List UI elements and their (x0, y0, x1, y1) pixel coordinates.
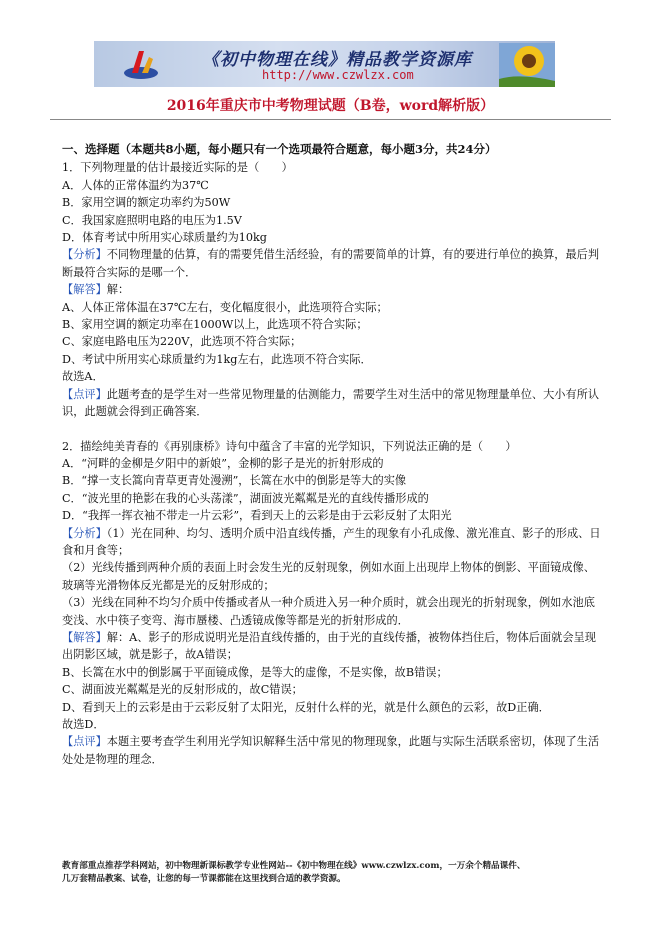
q1-answer-line: B、家用空调的额定功率在1000W以上，此选项不符合实际； (62, 318, 368, 332)
question-2-stem: 2．描绘纯美青春的《再别康桥》诗句中蕴含了丰富的光学知识，下列说法正确的是（ ） (62, 439, 517, 453)
q1-answer-lead: 解： (106, 283, 130, 297)
document-title: 2016年重庆市中考物理试题（B卷，word解析版） (166, 98, 495, 114)
banner-url[interactable]: http://www.czwlzx.com (262, 68, 414, 82)
banner-title: 《初中物理在线》精品教学资源库 (202, 50, 472, 70)
q1-analysis-text: 不同物理量的估算，有的需要凭借生活经验，有的需要简单的计算，有的要进行单位的换算，最后判断最符合实际的是哪一个． (62, 248, 600, 279)
q2-analysis-text: （1）光在同种、均匀、透明介质中沿直线传播，产生的现象有小孔成像、激光准直、影子的形成、日食和月食等； (62, 526, 601, 557)
question-1-stem: 1．下列物理量的估计最接近实际的是（ ） (62, 161, 293, 175)
q1-answer-choice: 故选A． (62, 370, 104, 384)
q2-analysis-2: （2）光线传播到两种介质的表面上时会发生光的反射现象，例如水面上出现岸上物体的倒影、平面镜成像、玻璃等光滑物体反光都是光的反射形成的； (62, 561, 595, 592)
q2-option-c: C．“波光里的艳影在我的心头荡漾”，湖面波光粼粼是光的直线传播形成的 (62, 491, 429, 505)
analysis-tag: 【分析】 (62, 526, 107, 540)
q2-answer-1 (62, 629, 602, 664)
q1-answer-line: C、家庭电路电压为220V，此选项不符合实际； (62, 335, 302, 349)
comment-tag: 【点评】 (62, 735, 107, 749)
answer-tag: 【解答】 (62, 283, 107, 297)
q2-answer-line: D、看到天上的云彩是由于云彩反射了太阳光，反射什么样的光，就是什么颜色的云彩，故D正确． (62, 700, 550, 714)
q2-option-b: B．“撑一支长篙向青草更青处漫溯”，长篙在水中的倒影是等大的实像 (62, 474, 407, 488)
q1-answer-line: D、考试中所用实心球质量约为1kg左右，此选项不符合实际． (62, 352, 372, 366)
question-gap (62, 421, 602, 438)
q1-comment (62, 386, 602, 421)
page-footer (62, 860, 602, 886)
q1-analysis (62, 246, 602, 281)
site-logo-icon (122, 47, 160, 81)
footer-line-2: 几万套精品教案、试卷，让您的每一节课都能在这里找到合适的教学资源。 (62, 874, 346, 884)
q1-option-d: D．体育考试中所用实心球质量约为10kg (62, 231, 267, 245)
title-divider (50, 119, 611, 120)
q2-answer-text: 解：A、影子的形成说明光是沿直线传播的，由于光的直线传播，被物体挡住后，物体后面就会呈现出阴影区域，就是影子，故A错误； (62, 630, 596, 662)
q2-answer-choice: 故选D． (62, 718, 105, 731)
q2-comment (62, 733, 602, 768)
q1-comment-text: 此题考查的是学生对一些常见物理量的估测能力，需要学生对生活中的常见物理量单位、大小有所认识，此题就会得到正确答案． (62, 387, 600, 419)
comment-tag: 【点评】 (62, 387, 107, 401)
header-banner (94, 41, 555, 87)
q2-answer-line: B、长篙在水中的倒影属于平面镜成像，是等大的虚像，不是实像，故B错误； (62, 665, 448, 679)
q2-analysis-1 (62, 525, 602, 560)
q2-answer-line: C、湖面波光粼粼是光的反射形成的，故C错误； (62, 683, 303, 697)
q2-option-d: D．“我挥一挥衣袖不带走一片云彩”，看到天上的云彩是由于云彩反射了太阳光 (62, 509, 452, 523)
analysis-tag: 【分析】 (62, 248, 107, 262)
q1-option-c: C．我国家庭照明电路的电压为1.5V (62, 213, 242, 227)
q1-answer-head (62, 281, 602, 298)
document-body (62, 141, 602, 768)
q1-option-a: A．人体的正常体温约为37℃ (62, 178, 209, 192)
sunflower-icon (499, 43, 555, 87)
q2-comment-text: 本题主要考查学生利用光学知识解释生活中常见的物理现象，此题与实际生活联系密切，体现了生活处处是物理的理念． (62, 735, 600, 766)
section-heading: 一、选择题（本题共8小题，每小题只有一个选项最符合题意，每小题3分，共24分） (62, 142, 497, 156)
q2-analysis-3: （3）光线在同种不均匀介质中传播或者从一种介质进入另一种介质时，就会出现光的折射现象，例如水池底变浅、水中筷子变弯、海市蜃楼、凸透镜成像等都是光的折射形成的． (62, 596, 595, 627)
answer-tag: 【解答】 (62, 630, 107, 644)
q1-answer-line: A、人体正常体温在37℃左右，变化幅度很小，此选项符合实际； (62, 300, 388, 314)
footer-line-1: 教育部重点推荐学科网站，初中物理新课标教学专业性网站--《初中物理在线》www.czwlzx.com，一万余个精品课件、 (62, 861, 526, 871)
q2-option-a: A．“河畔的金柳是夕阳中的新娘”，金柳的影子是光的折射形成的 (62, 456, 384, 470)
q1-option-b: B．家用空调的额定功率约为50W (62, 196, 231, 210)
